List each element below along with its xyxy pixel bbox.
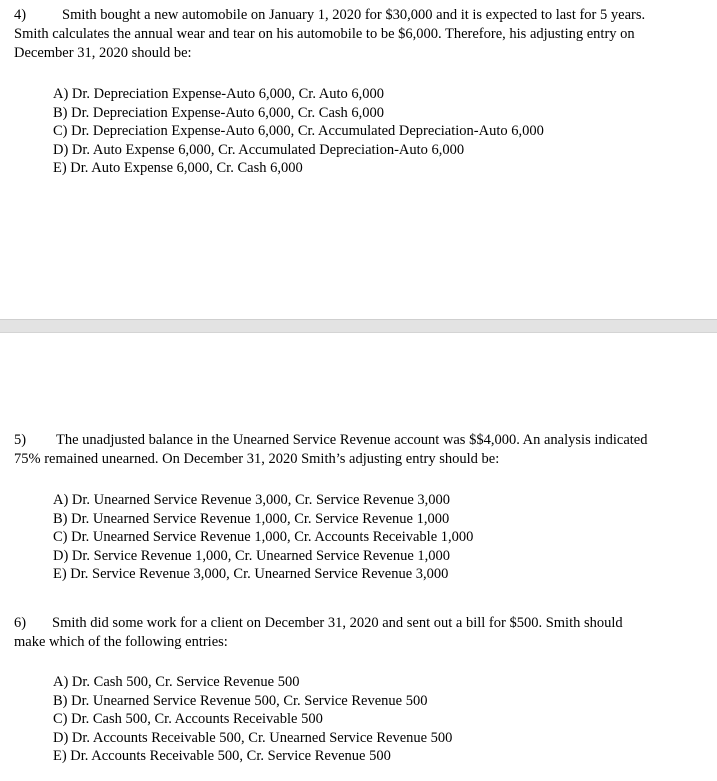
answer-option: B) Dr. Unearned Service Revenue 500, Cr. Service Revenue 500 <box>53 692 428 709</box>
question-stem <box>14 6 654 63</box>
answer-options <box>14 491 654 584</box>
answer-option: D) Dr. Service Revenue 1,000, Cr. Unearned Service Revenue 1,000 <box>53 547 451 564</box>
answer-option: E) Dr. Auto Expense 6,000, Cr. Cash 6,000 <box>53 160 303 177</box>
question-text: Smith did some work for a client on December 31, 2020 and sent out a bill for $500. Smith should make which of the following entries: <box>14 615 623 650</box>
answer-option: A) Dr. Unearned Service Revenue 3,000, Cr. Service Revenue 3,000 <box>53 492 451 508</box>
question-number: 6) <box>14 615 27 631</box>
answer-option: B) Dr. Unearned Service Revenue 1,000, Cr. Service Revenue 1,000 <box>53 510 450 527</box>
question-stem <box>14 431 654 469</box>
answer-options <box>14 673 654 766</box>
question-stem <box>14 614 654 652</box>
question-4 <box>14 6 654 178</box>
answer-option: C) Dr. Cash 500, Cr. Accounts Receivable 500 <box>53 711 323 728</box>
answer-option: B) Dr. Depreciation Expense-Auto 6,000, Cr. Cash 6,000 <box>53 104 385 121</box>
answer-option: A) Dr. Cash 500, Cr. Service Revenue 500 <box>53 674 300 690</box>
section-divider <box>0 319 717 333</box>
answer-option: C) Dr. Depreciation Expense-Auto 6,000, Cr. Accumulated Depreciation-Auto 6,000 <box>53 123 544 140</box>
answer-option: E) Dr. Service Revenue 3,000, Cr. Unearned Service Revenue 3,000 <box>53 566 449 583</box>
answer-option: D) Dr. Accounts Receivable 500, Cr. Unearned Service Revenue 500 <box>53 729 453 746</box>
question-text: The unadjusted balance in the Unearned Service Revenue account was $$4,000. An analysis indicated 75% remained unearned. On December 31, 2020 Smith’s adjusting entry should be: <box>14 432 648 467</box>
answer-option: C) Dr. Unearned Service Revenue 1,000, Cr. Accounts Receivable 1,000 <box>53 529 474 546</box>
question-text: Smith bought a new automobile on January 1, 2020 for $30,000 and it is expected to last for 5 years. Smith calculates the annual wear and tear on his automobile to be $6,000. Therefore, his adjusting entry on December 31, 2020 should be: <box>14 7 646 61</box>
question-5 <box>14 431 654 584</box>
question-number: 5) <box>14 432 27 448</box>
answer-option: A) Dr. Depreciation Expense-Auto 6,000, Cr. Auto 6,000 <box>53 86 385 102</box>
answer-option: E) Dr. Accounts Receivable 500, Cr. Service Revenue 500 <box>53 748 391 765</box>
question-6 <box>14 614 654 766</box>
answer-option: D) Dr. Auto Expense 6,000, Cr. Accumulated Depreciation-Auto 6,000 <box>53 141 465 158</box>
question-number: 4) <box>14 7 27 23</box>
answer-options <box>14 85 654 178</box>
